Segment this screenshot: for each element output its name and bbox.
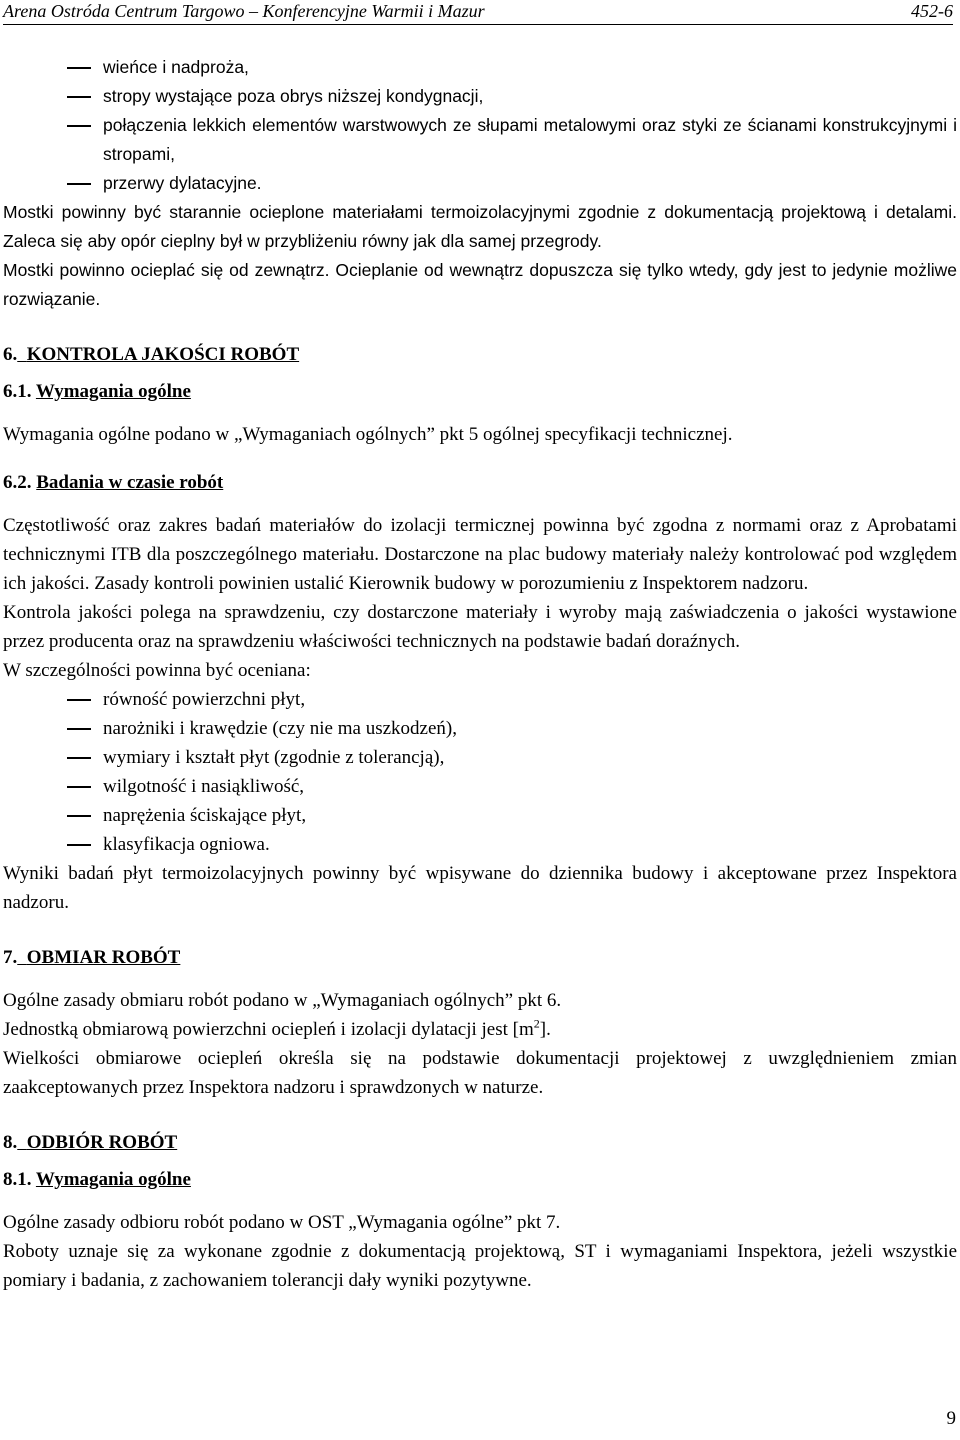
paragraph: Wymagania ogólne podano w „Wymaganiach ogólnych” pkt 5 ogólnej specyfikacji technicznej. — [3, 424, 733, 445]
header-title: Arena Ostróda Centrum Targowo – Konferencyjne Warmii i Mazur — [3, 1, 485, 21]
section-heading-8-1: 8.1. Wymagania ogólne — [3, 1169, 191, 1190]
dash-bullet-icon — [3, 830, 103, 859]
paragraph: Wyniki badań płyt termoizolacyjnych powinny być wpisywane do dziennika budowy i akceptowane przez Inspektora nadzoru. — [3, 863, 957, 913]
section-heading-6-1: 6.1. Wymagania ogólne — [3, 381, 191, 402]
dash-bullet-icon — [3, 685, 103, 714]
list-item: połączenia lekkich elementów warstwowych ze słupami metalowymi oraz styki ze ścianami konstrukcyjnymi i stropami, — [3, 111, 957, 169]
dash-bullet-icon — [3, 82, 103, 111]
section-heading-6-2: 6.2. Badania w czasie robót — [3, 472, 224, 493]
paragraph: W szczególności powinna być oceniana: — [3, 660, 311, 681]
dash-bullet-icon — [3, 111, 103, 169]
section-heading-6: 6. KONTROLA JAKOŚCI ROBÓT — [3, 344, 300, 365]
list-item: równość powierzchni płyt, — [3, 685, 957, 714]
list-item: wilgotność i nasiąkliwość, — [3, 772, 957, 801]
paragraph: Częstotliwość oraz zakres badań materiałów do izolacji termicznej powinna być zgodna z normami oraz z Aprobatami technicznymi ITB dla poszczególnego materiału. Dostarczone na plac budowy materiały należy kontrolować pod względem ich jakości. Zasady kontroli powinien ustalić Kierownik budowy w porozumieniu z Inspektorem nadzoru. — [3, 515, 957, 594]
dash-bullet-icon — [3, 772, 103, 801]
paragraph: Roboty uznaje się za wykonane zgodnie z dokumentacją projektową, ST i wymaganiami Inspektora, jeżeli wszystkie pomiary i badania, z zachowaniem tolerancji dały wyniki pozytywne. — [3, 1241, 957, 1291]
paragraph: Ogólne zasady odbioru robót podano w OST „Wymagania ogólne” pkt 7. — [3, 1212, 561, 1233]
paragraph: Wielkości obmiarowe ociepleń określa się na podstawie dokumentacji projektowej z uwzględnieniem zmian zaakceptowanych przez Inspektora nadzoru i sprawdzonych w naturze. — [3, 1048, 957, 1098]
page-number: 9 — [946, 1408, 956, 1429]
bullet-list-bridges — [3, 53, 957, 314]
dash-bullet-icon — [3, 169, 103, 198]
list-item: klasyfikacja ogniowa. — [3, 830, 957, 859]
dash-bullet-icon — [3, 743, 103, 772]
list-item: narożniki i krawędzie (czy nie ma uszkodzeń), — [3, 714, 957, 743]
dash-bullet-icon — [3, 801, 103, 830]
list-item: wieńce i nadproża, — [3, 53, 957, 82]
list-item: stropy wystające poza obrys niższej kondygnacji, — [3, 82, 957, 111]
dash-bullet-icon — [3, 714, 103, 743]
list-item: naprężenia ściskające płyt, — [3, 801, 957, 830]
paragraph: Ogólne zasady obmiaru robót podano w „Wymaganiach ogólnych” pkt 6. — [3, 990, 562, 1011]
list-item: przerwy dylatacyjne. — [3, 169, 957, 198]
bullet-list-inspection — [3, 685, 957, 859]
list-item: wymiary i kształt płyt (zgodnie z tolerancją), — [3, 743, 957, 772]
header-doc-number: 452-6 — [911, 1, 953, 21]
dash-bullet-icon — [3, 53, 103, 82]
section-heading-7: 7. OBMIAR ROBÓT — [3, 947, 181, 968]
paragraph: Kontrola jakości polega na sprawdzeniu, czy dostarczone materiały i wyroby mają zaświadczenia o jakości wystawione przez producenta oraz na sprawdzeniu właściwości technicznych na podstawie badań doraźnych. — [3, 602, 957, 652]
paragraph: Mostki powinny być starannie ocieplone materiałami termoizolacyjnymi zgodnie z dokumentacją projektową i detalami. Zaleca się aby opór cieplny był w przybliżeniu równy jak dla samej przegrody. — [3, 202, 957, 251]
section-heading-8: 8. ODBIÓR ROBÓT — [3, 1132, 178, 1153]
document-body — [3, 53, 957, 1295]
paragraph: Jednostką obmiarową powierzchni ociepleń i izolacji dylatacji jest $[m^2]$. — [3, 1016, 551, 1040]
paragraph: Mostki powinno ocieplać się od zewnątrz. Ocieplanie od wewnątrz dopuszcza się tylko wtedy, gdy jest to jedynie możliwe rozwiązanie. — [3, 260, 957, 309]
page-header — [3, 0, 953, 25]
